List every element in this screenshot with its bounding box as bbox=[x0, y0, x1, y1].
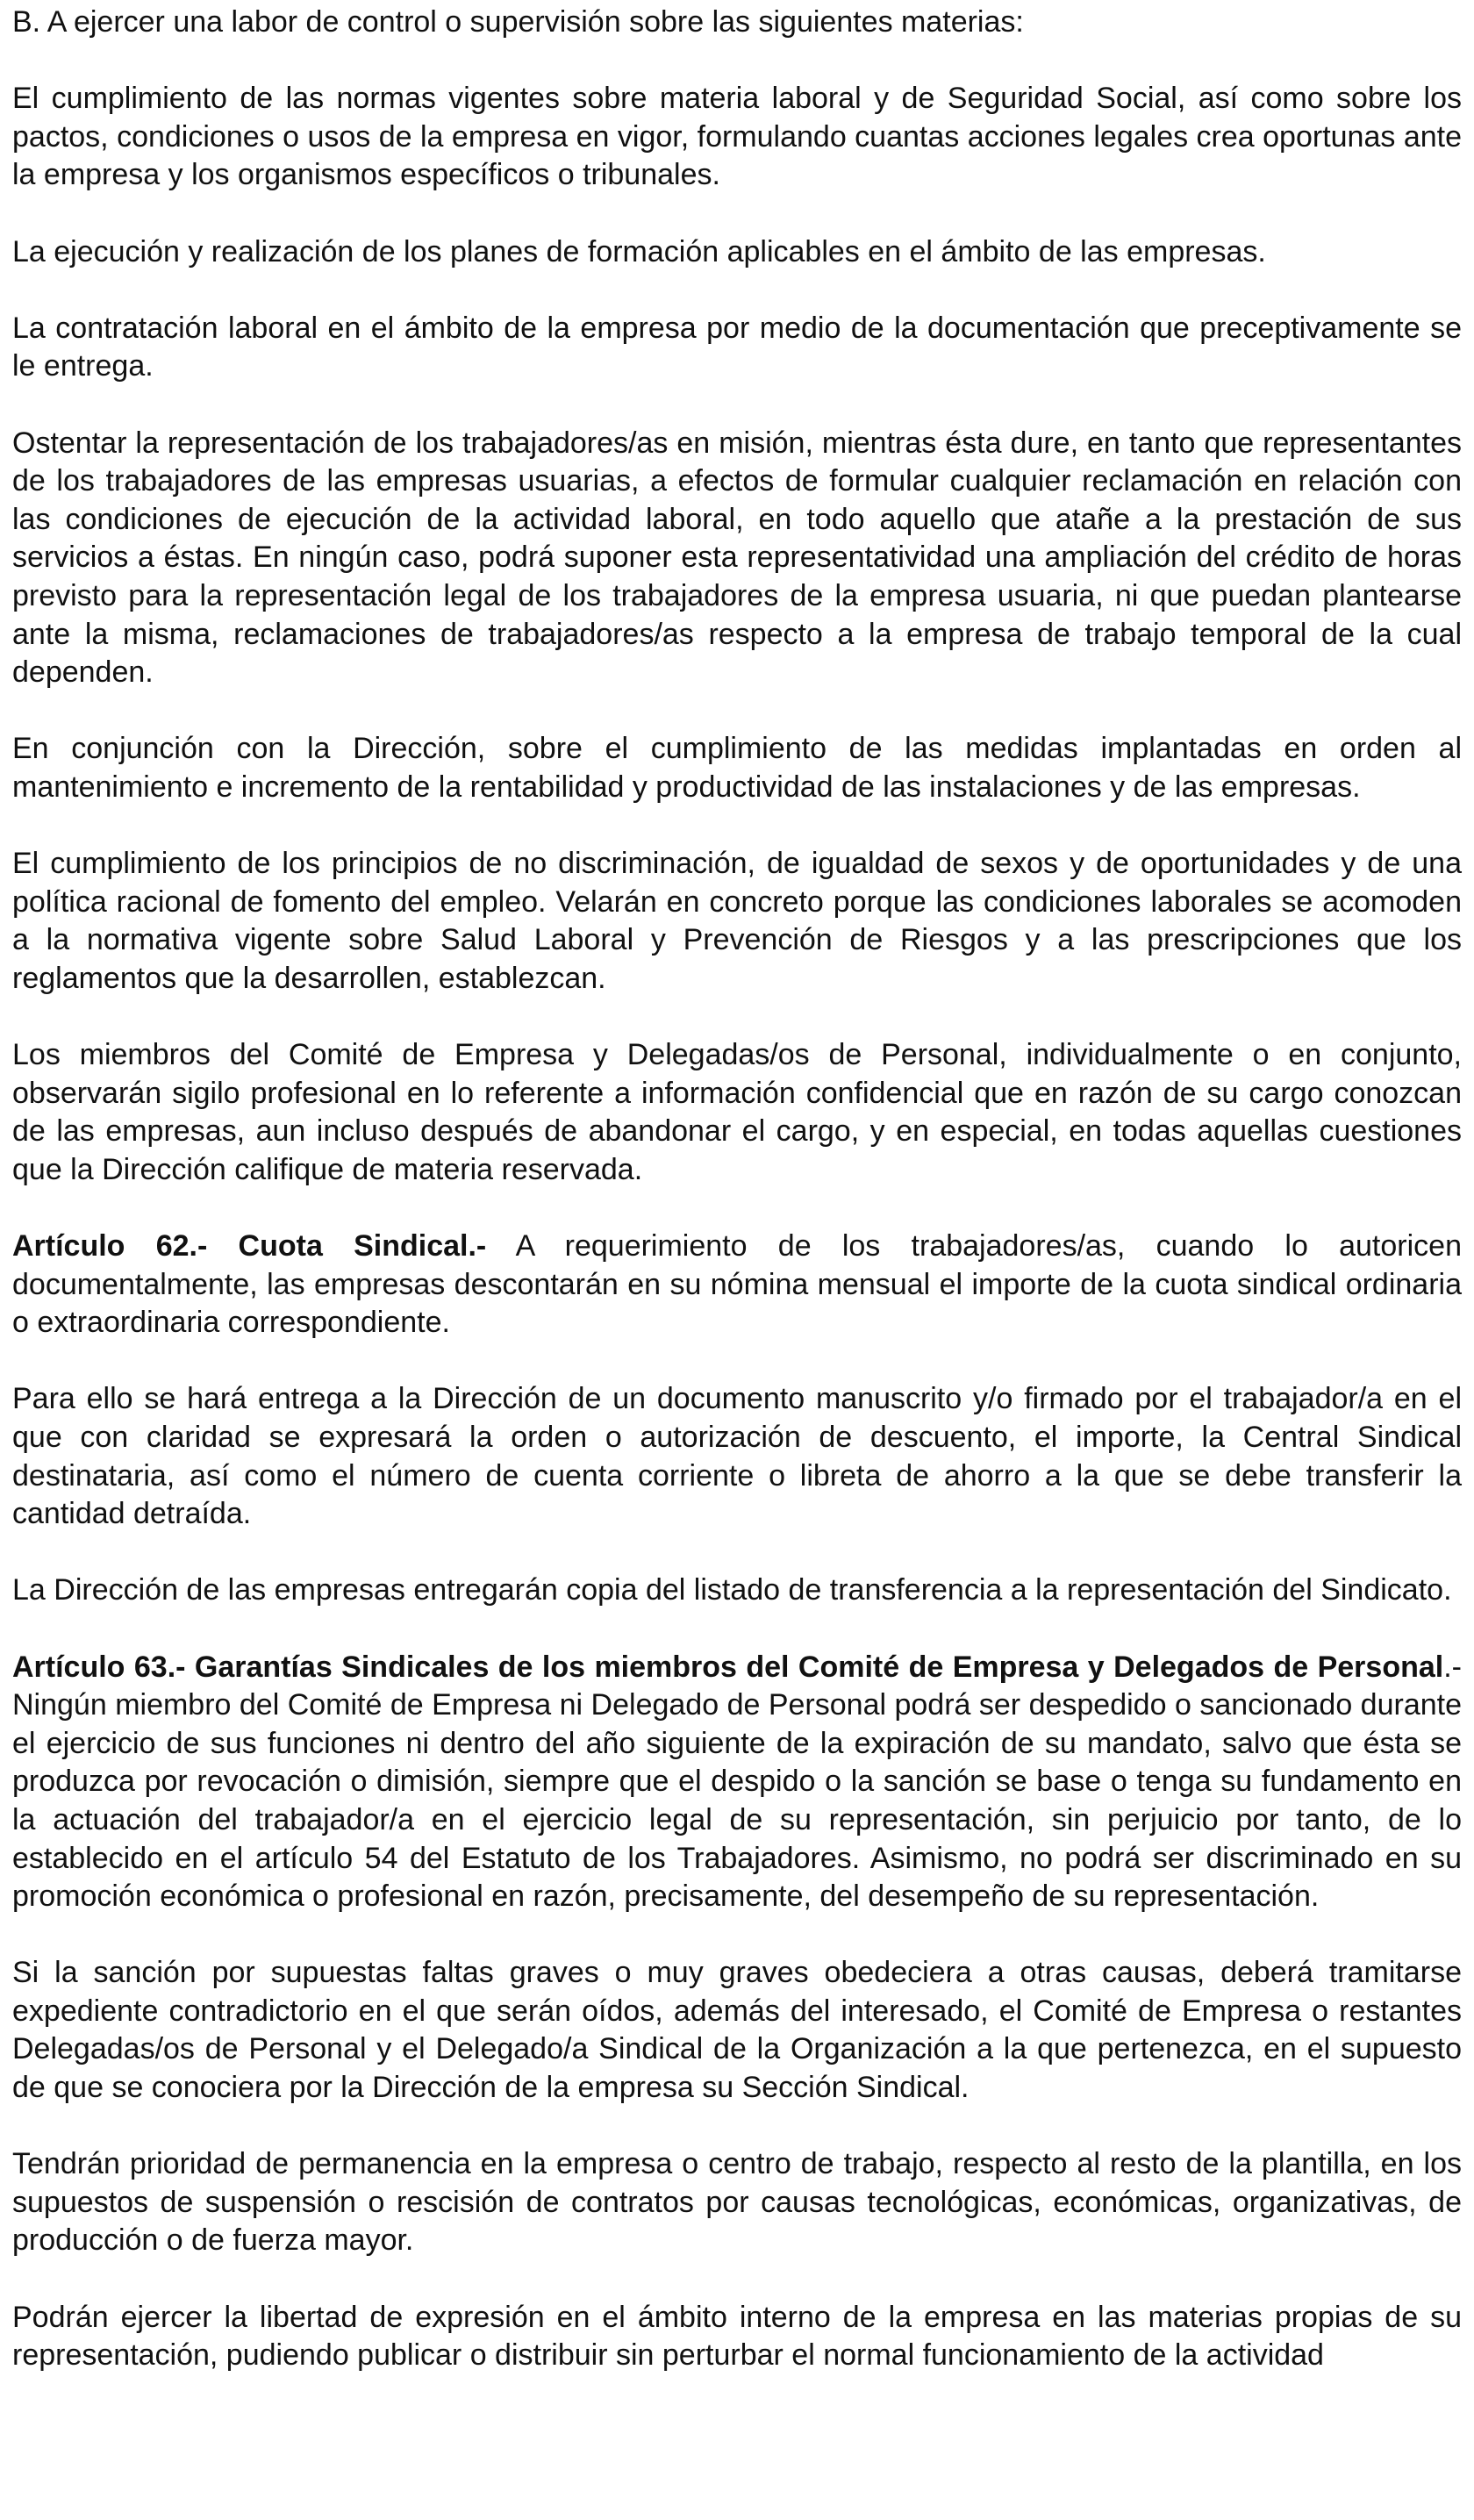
paragraph-no-discriminacion: El cumplimiento de los principios de no discriminación, de igualdad de sexos y de oportunidades y de una política racional de fomento del empleo. Velarán en concreto porque las condiciones laborales se acomoden a la normativa vigente sobre Salud Laboral y Prevención de Riesgos y a las prescripciones que los reglamentos que la desarrollen, establezcan. bbox=[12, 847, 1462, 995]
paragraph-representacion-mision: Ostentar la representación de los trabajadores/as en misión, mientras ésta dure, en tanto que representantes de los trabajadores de las empresas usuarias, a efectos de formular cualquier reclamación en relación con las condiciones de ejecución de la actividad laboral, en todo aquello que atañe a la prestación de sus servicios a éstas. En ningún caso, podrá suponer esta representatividad una ampliación del crédito de horas previsto para la representación legal de los trabajadores de la empresa usuaria, ni que puedan plantearse ante la misma, reclamaciones de trabajadores/as respecto a la empresa de trabajo temporal de la cual dependen. bbox=[12, 426, 1462, 690]
article-63-paragraph bbox=[12, 1649, 1462, 1916]
paragraph-sancion-faltas: Si la sanción por supuestas faltas graves o muy graves obedeciera a otras causas, deberá tramitarse expediente contradictorio en el que serán oídos, además del interesado, el Comité de Empresa o restantes Delegadas/os de Personal y el Delegado/a Sindical de la Organización a la que pertenezca, en el supuesto de que se conociera por la Dirección de la empresa su Sección Sindical. bbox=[12, 1956, 1462, 2105]
article-62-intro: A requerimiento de los trabajadores/as, cuando lo autoricen documentalmente, las empresas descontarán en su nómina mensual el importe de la cuota sindical ordinaria o extraordinaria correspondiente. bbox=[12, 1229, 1462, 1340]
document-page bbox=[12, 4, 1462, 2413]
paragraph-contratacion-laboral: La contratación laboral en el ámbito de la empresa por medio de la documentación que preceptivamente se le entrega. bbox=[12, 311, 1462, 383]
paragraph-cumplimiento-normas: El cumplimiento de las normas vigentes sobre materia laboral y de Seguridad Social, así como sobre los pactos, condiciones o usos de la empresa en vigor, formulando cuantas acciones legales crea oportunas ante la empresa y los organismos específicos o tribunales. bbox=[12, 82, 1462, 192]
paragraph-entrega-documento: Para ello se hará entrega a la Dirección de un documento manuscrito y/o firmado por el trabajador/a en el que con claridad se expresará la orden o autorización de descuento, el importe, la Central Sindical destinataria, así como el número de cuenta corriente o libreta de ahorro a la que se debe transferir la cantidad detraída. bbox=[12, 1382, 1462, 1531]
article-62-paragraph bbox=[12, 1228, 1462, 1342]
paragraph-planes-formacion: La ejecución y realización de los planes de formación aplicables en el ámbito de las empresas. bbox=[12, 234, 1266, 268]
article-63-title: Artículo 63.- Garantías Sindicales de los miembros del Comité de Empresa y Delegados de Personal bbox=[12, 1650, 1444, 1684]
article-63-intro: .- Ningún miembro del Comité de Empresa ni Delegado de Personal podrá ser despedido o sancionado durante el ejercicio de sus funciones ni dentro del año siguiente de la expiración de su mandato, salvo que ésta se produzca por revocación o dimisión, siempre que el despido o la sanción se base o tenga su fundamento en la actuación del trabajador/a en el ejercicio legal de su representación, sin perjuicio por tanto, de lo establecido en el artículo 54 del Estatuto de los Trabajadores. Asimismo, no podrá ser discriminado en su promoción económica o profesional en razón, precisamente, del desempeño de su representación. bbox=[12, 1650, 1462, 1914]
paragraph-libertad-expresion: Podrán ejercer la libertad de expresión en el ámbito interno de la empresa en las materias propias de su representación, pudiendo publicar o distribuir sin perturbar el normal funcionamiento de la actividad bbox=[12, 2300, 1462, 2373]
paragraph-prioridad-permanencia: Tendrán prioridad de permanencia en la empresa o centro de trabajo, respecto al resto de la plantilla, en los supuestos de suspensión o rescisión de contratos por causas tecnológicas, económicas, organizativas, de producción o de fuerza mayor. bbox=[12, 2147, 1462, 2258]
paragraph-conjuncion-direccion: En conjunción con la Dirección, sobre el cumplimiento de las medidas implantadas en orden al mantenimiento e incremento de la rentabilidad y productividad de las instalaciones y de las empresas. bbox=[12, 732, 1462, 804]
article-62-title: Artículo 62.- Cuota Sindical.- bbox=[12, 1229, 487, 1263]
paragraph-sigilo-profesional: Los miembros del Comité de Empresa y Delegadas/os de Personal, individualmente o en conjunto, observarán sigilo profesional en lo referente a información confidencial que en razón de su cargo conozcan de las empresas, aun incluso después de abandonar el cargo, y en especial, en todas aquellas cuestiones que la Dirección califique de materia reservada. bbox=[12, 1038, 1462, 1186]
paragraph-listado-transferencia: La Dirección de las empresas entregarán copia del listado de transferencia a la representación del Sindicato. bbox=[12, 1573, 1452, 1607]
section-b-heading: B. A ejercer una labor de control o supervisión sobre las siguientes materias: bbox=[12, 5, 1024, 39]
